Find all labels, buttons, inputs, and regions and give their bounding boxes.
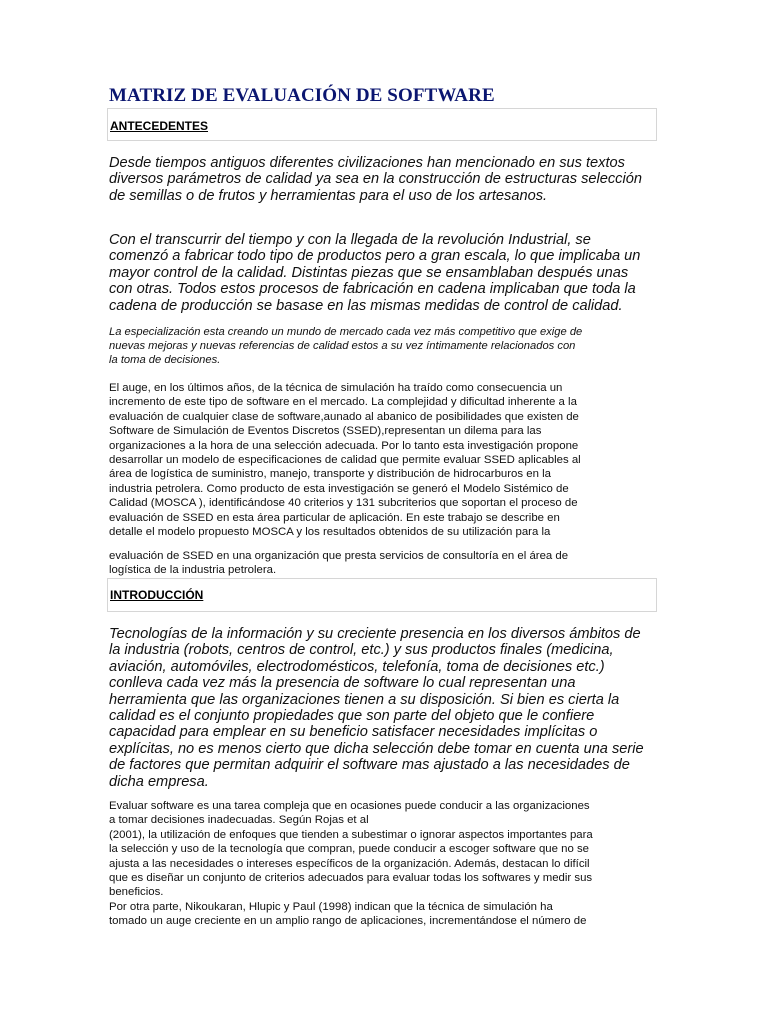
introduccion-paragraph-1: Tecnologías de la información y su creciente presencia en los diversos ámbitos de la industria (robots, centros de control, etc.) y sus productos finales (medicina, aviación, automóviles, electrodomésticos, telefonía, toma de decisiones etc.) conlleva cada vez más la presencia de software lo cual representan una herramienta que las organizaciones tienen a su disposición. Si bien es cierta la calidad es el conjunto propiedades que son parte del objeto que le confiere capacidad para emplear en su beneficio satisfacer necesidades implícitas o explícitas, no es menos cierto que dicha selección debe tomar en cuenta una serie de factores que permitan adquirir el software mas ajustado a las necesidades de dicha empresa. xyxy=(109,626,644,790)
section-label-introduccion: INTRODUCCIÓN xyxy=(110,588,204,602)
introduccion-paragraph-2: Evaluar software es una tarea compleja que en ocasiones puede conducir a las organizaciones a tomar decisiones inadecuadas. Según Rojas et al (2001), la utilización de enfoques que tienden a subestimar o ignorar aspectos importantes para la selección y uso de la tecnología que compran, puede conducir a escoger software que no se ajusta a las necesidades o intereses específicos de la organización. Además, destacan lo difícil que es diseñar un conjunto de criterios adecuados para evaluar todas los softwares y medir sus beneficios. Por otra parte, Nikoukaran, Hlupic y Paul (1998) indican que la técnica de simulación ha tomado un auge creciente en un amplio rango de aplicaciones, incrementándose el número de xyxy=(109,800,593,928)
antecedentes-paragraph-2: Con el transcurrir del tiempo y con la llegada de la revolución Industrial, se comenzó a fabricar todo tipo de productos pero a gran escala, lo que implicaba un mayor control de la calidad. Distintas piezas que se ensamblaban después unas con otras. Todos estos procesos de fabricación en cadena implicaban que toda la cadena de producción se basase en las mismas medidas de control de calidad. xyxy=(109,232,641,314)
section-header-introduccion xyxy=(107,578,657,612)
antecedentes-paragraph-1: Desde tiempos antiguos diferentes civilizaciones han mencionado en sus textos diversos parámetros de calidad ya sea en la construcción de estructuras selección de semillas o de frutos y herramientas para el uso de los artesanos. xyxy=(109,155,642,204)
section-label-antecedentes: ANTECEDENTES xyxy=(110,119,209,133)
section-header-antecedentes xyxy=(107,108,657,141)
antecedentes-paragraph-5: evaluación de SSED en una organización que presta servicios de consultoría en el área de logística de la industria petrolera. xyxy=(109,550,569,577)
antecedentes-paragraph-4: El auge, en los últimos años, de la técnica de simulación ha traído como consecuencia un incremento de este tipo de software en el mercado. La complejidad y dificultad inherente a la evaluación de cualquier clase de software,aunado al abanico de posibilidades que existen de Software de Simulación de Eventos Discretos (SSED),representan un dilema para las organizaciones a la hora de una selección adecuada. Por lo tanto esta investigación propone desarrollar un modelo de especificaciones de calidad que permite evaluar SSED aplicables al área de logística de suministro, manejo, transporte y distribución de hidrocarburos en la industria petrolera. Como producto de esta investigación se generó el Modelo Sistémico de Calidad (MOSCA ), identificándose 40 criterios y 131 subcriterios que soportan el proceso de evaluación de SSED en esta área particular de aplicación. En este trabajo se describe en detalle el modelo propuesto MOSCA y los resultados obtenidos de su utilización para la xyxy=(109,382,581,539)
document-title: MATRIZ DE EVALUACIÓN DE SOFTWARE xyxy=(109,85,495,106)
antecedentes-paragraph-3: La especialización esta creando un mundo de mercado cada vez más competitivo que exige de nuevas mejoras y nuevas referencias de calidad estos a su vez íntimamente relacionados con la toma de decisiones. xyxy=(109,326,583,367)
